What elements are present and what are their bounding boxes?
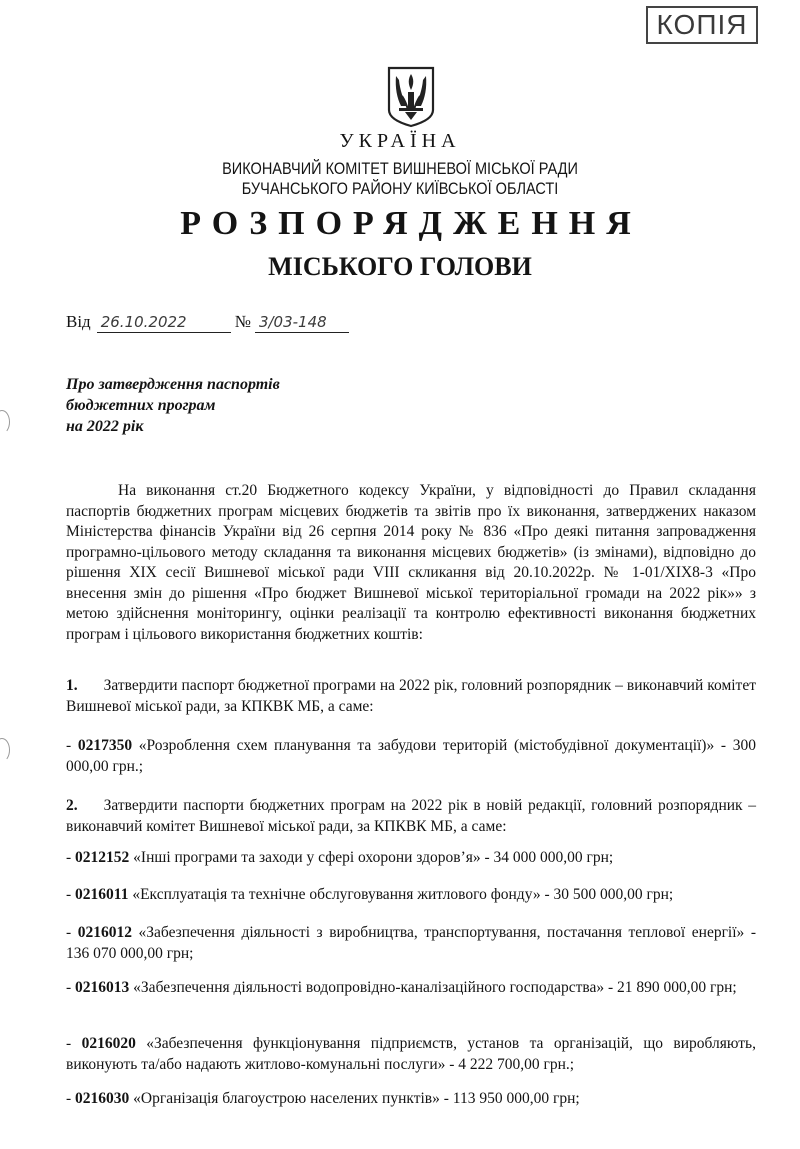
section-2-number: 2. <box>66 797 78 814</box>
date-number-line <box>66 312 349 333</box>
list-item: - 0216012 «Забезпечення діяльності з виробництва, транспортування, постачання теплової енергії» - 136 070 000,00 грн; <box>66 924 756 962</box>
number-label: № <box>234 312 251 331</box>
handwritten-date: 26.10.2022 <box>97 313 231 333</box>
copy-stamp: КОПІЯ <box>646 6 758 44</box>
document-subject <box>66 374 280 437</box>
subject-line-2: бюджетних програм <box>66 397 216 414</box>
country-heading: УКРАЇНА <box>339 130 461 152</box>
budget-code: 0217350 <box>77 737 133 754</box>
budget-code: 0216030 <box>75 1090 130 1107</box>
item-description: «Організація благоустрою населених пунктів» - 113 950 000,00 грн; <box>129 1090 580 1107</box>
list-item: - 0217350 «Розроблення схем планування та забудови територій (містобудівної документації)» - 300 000,00 грн.; <box>66 737 756 775</box>
item-description: «Забезпечення діяльності з виробництва, транспортування, постачання теплової енергії» - 136 070 000,00 грн; <box>66 924 756 962</box>
budget-code: 0216020 <box>81 1035 136 1052</box>
budget-code: 0216011 <box>75 886 129 903</box>
subject-line-3: на 2022 рік <box>66 418 144 435</box>
section-2-paragraph <box>66 796 756 837</box>
list-item: - 0212152 «Інші програми та заходи у сфері охорони здоров’я» - 34 000 000,00 грн; <box>66 849 614 866</box>
organization-line-1: ВИКОНАВЧИЙ КОМІТЕТ ВИШНЕВОЇ МІСЬКОЇ РАДИ <box>222 160 578 178</box>
item-description: «Розроблення схем планування та забудови територій (містобудівної документації)» - 300 000,00 грн.; <box>66 737 756 775</box>
list-item: - 0216030 «Організація благоустрою населених пунктів» - 113 950 000,00 грн; <box>66 1090 580 1107</box>
item-description: «Експлуатація та технічне обслуговування житлового фонду» - 30 500 000,00 грн; <box>128 886 674 903</box>
section-1-text: Затвердити паспорт бюджетної програми на 2022 рік, головний розпорядник – виконавчий комітет Вишневої міської ради, за КПКВК МБ, а саме: <box>66 677 756 715</box>
scan-margin-mark <box>0 738 10 762</box>
document-type-title: РОЗПОРЯДЖЕННЯ <box>180 205 642 242</box>
list-item: - 0216020 «Забезпечення функціонування підприємств, установ та організацій, що виробляють, виконують та/або надають житлово-комунальні послуги» - 4 222 700,00 грн.; <box>66 1035 756 1073</box>
scan-margin-mark <box>0 410 10 434</box>
budget-code: 0216012 <box>77 924 132 941</box>
trident-emblem-icon <box>386 66 436 128</box>
handwritten-number: 3/03-148 <box>255 313 349 333</box>
document-subtitle: МІСЬКОГО ГОЛОВИ <box>268 252 532 281</box>
item-description: «Забезпечення діяльності водопровідно-каналізаційного господарства» - 21 890 000,00 грн; <box>129 979 737 996</box>
item-description: «Інші програми та заходи у сфері охорони здоров’я» - 34 000 000,00 грн; <box>129 849 614 866</box>
organization-line-2: БУЧАНСЬКОГО РАЙОНУ КИЇВСЬКОЇ ОБЛАСТІ <box>241 180 559 198</box>
section-1-number: 1. <box>66 677 78 694</box>
section-2-text: Затвердити паспорти бюджетних програм на 2022 рік в новій редакції, головний розпорядник – виконавчий комітет Вишневої міської ради, за КПКВК МБ, а саме: <box>66 797 756 835</box>
intro-paragraph: На виконання ст.20 Бюджетного кодексу України, у відповідності до Правил складання паспортів бюджетних програм місцевих бюджетів та звітів про їх виконання, затверджених наказом Міністерства фінансів України від 26 серпня 2014 року № 836 «Про деякі питання запровадження програмно-цільового методу складання та виконання місцевих бюджетів» (із змінами), відповідно до рішення XIX сесії Вишневої міської ради VIII скликання від 20.10.2022р. № 1-01/XIX8-3 «Про внесення змін до рішення «Про бюджет Вишневої міської територіальної громади на 2022 рік»» з метою здійснення моніторингу, оцінки реалізації та контролю ефективності виконання бюджетних програм і цільового використання бюджетних коштів: <box>66 482 756 643</box>
date-label: Від <box>66 312 91 331</box>
section-1-paragraph <box>66 676 756 717</box>
item-description: «Забезпечення функціонування підприємств, установ та організацій, що виробляють, виконують та/або надають житлово-комунальні послуги» - 4 222 700,00 грн.; <box>66 1035 756 1073</box>
subject-line-1: Про затвердження паспортів <box>66 376 280 393</box>
list-item: - 0216011 «Експлуатація та технічне обслуговування житлового фонду» - 30 500 000,00 грн; <box>66 886 674 903</box>
budget-code: 0216013 <box>75 979 130 996</box>
budget-code: 0212152 <box>75 849 130 866</box>
list-item: - 0216013 «Забезпечення діяльності водопровідно-каналізаційного господарства» - 21 890 000,00 грн; <box>66 979 737 996</box>
